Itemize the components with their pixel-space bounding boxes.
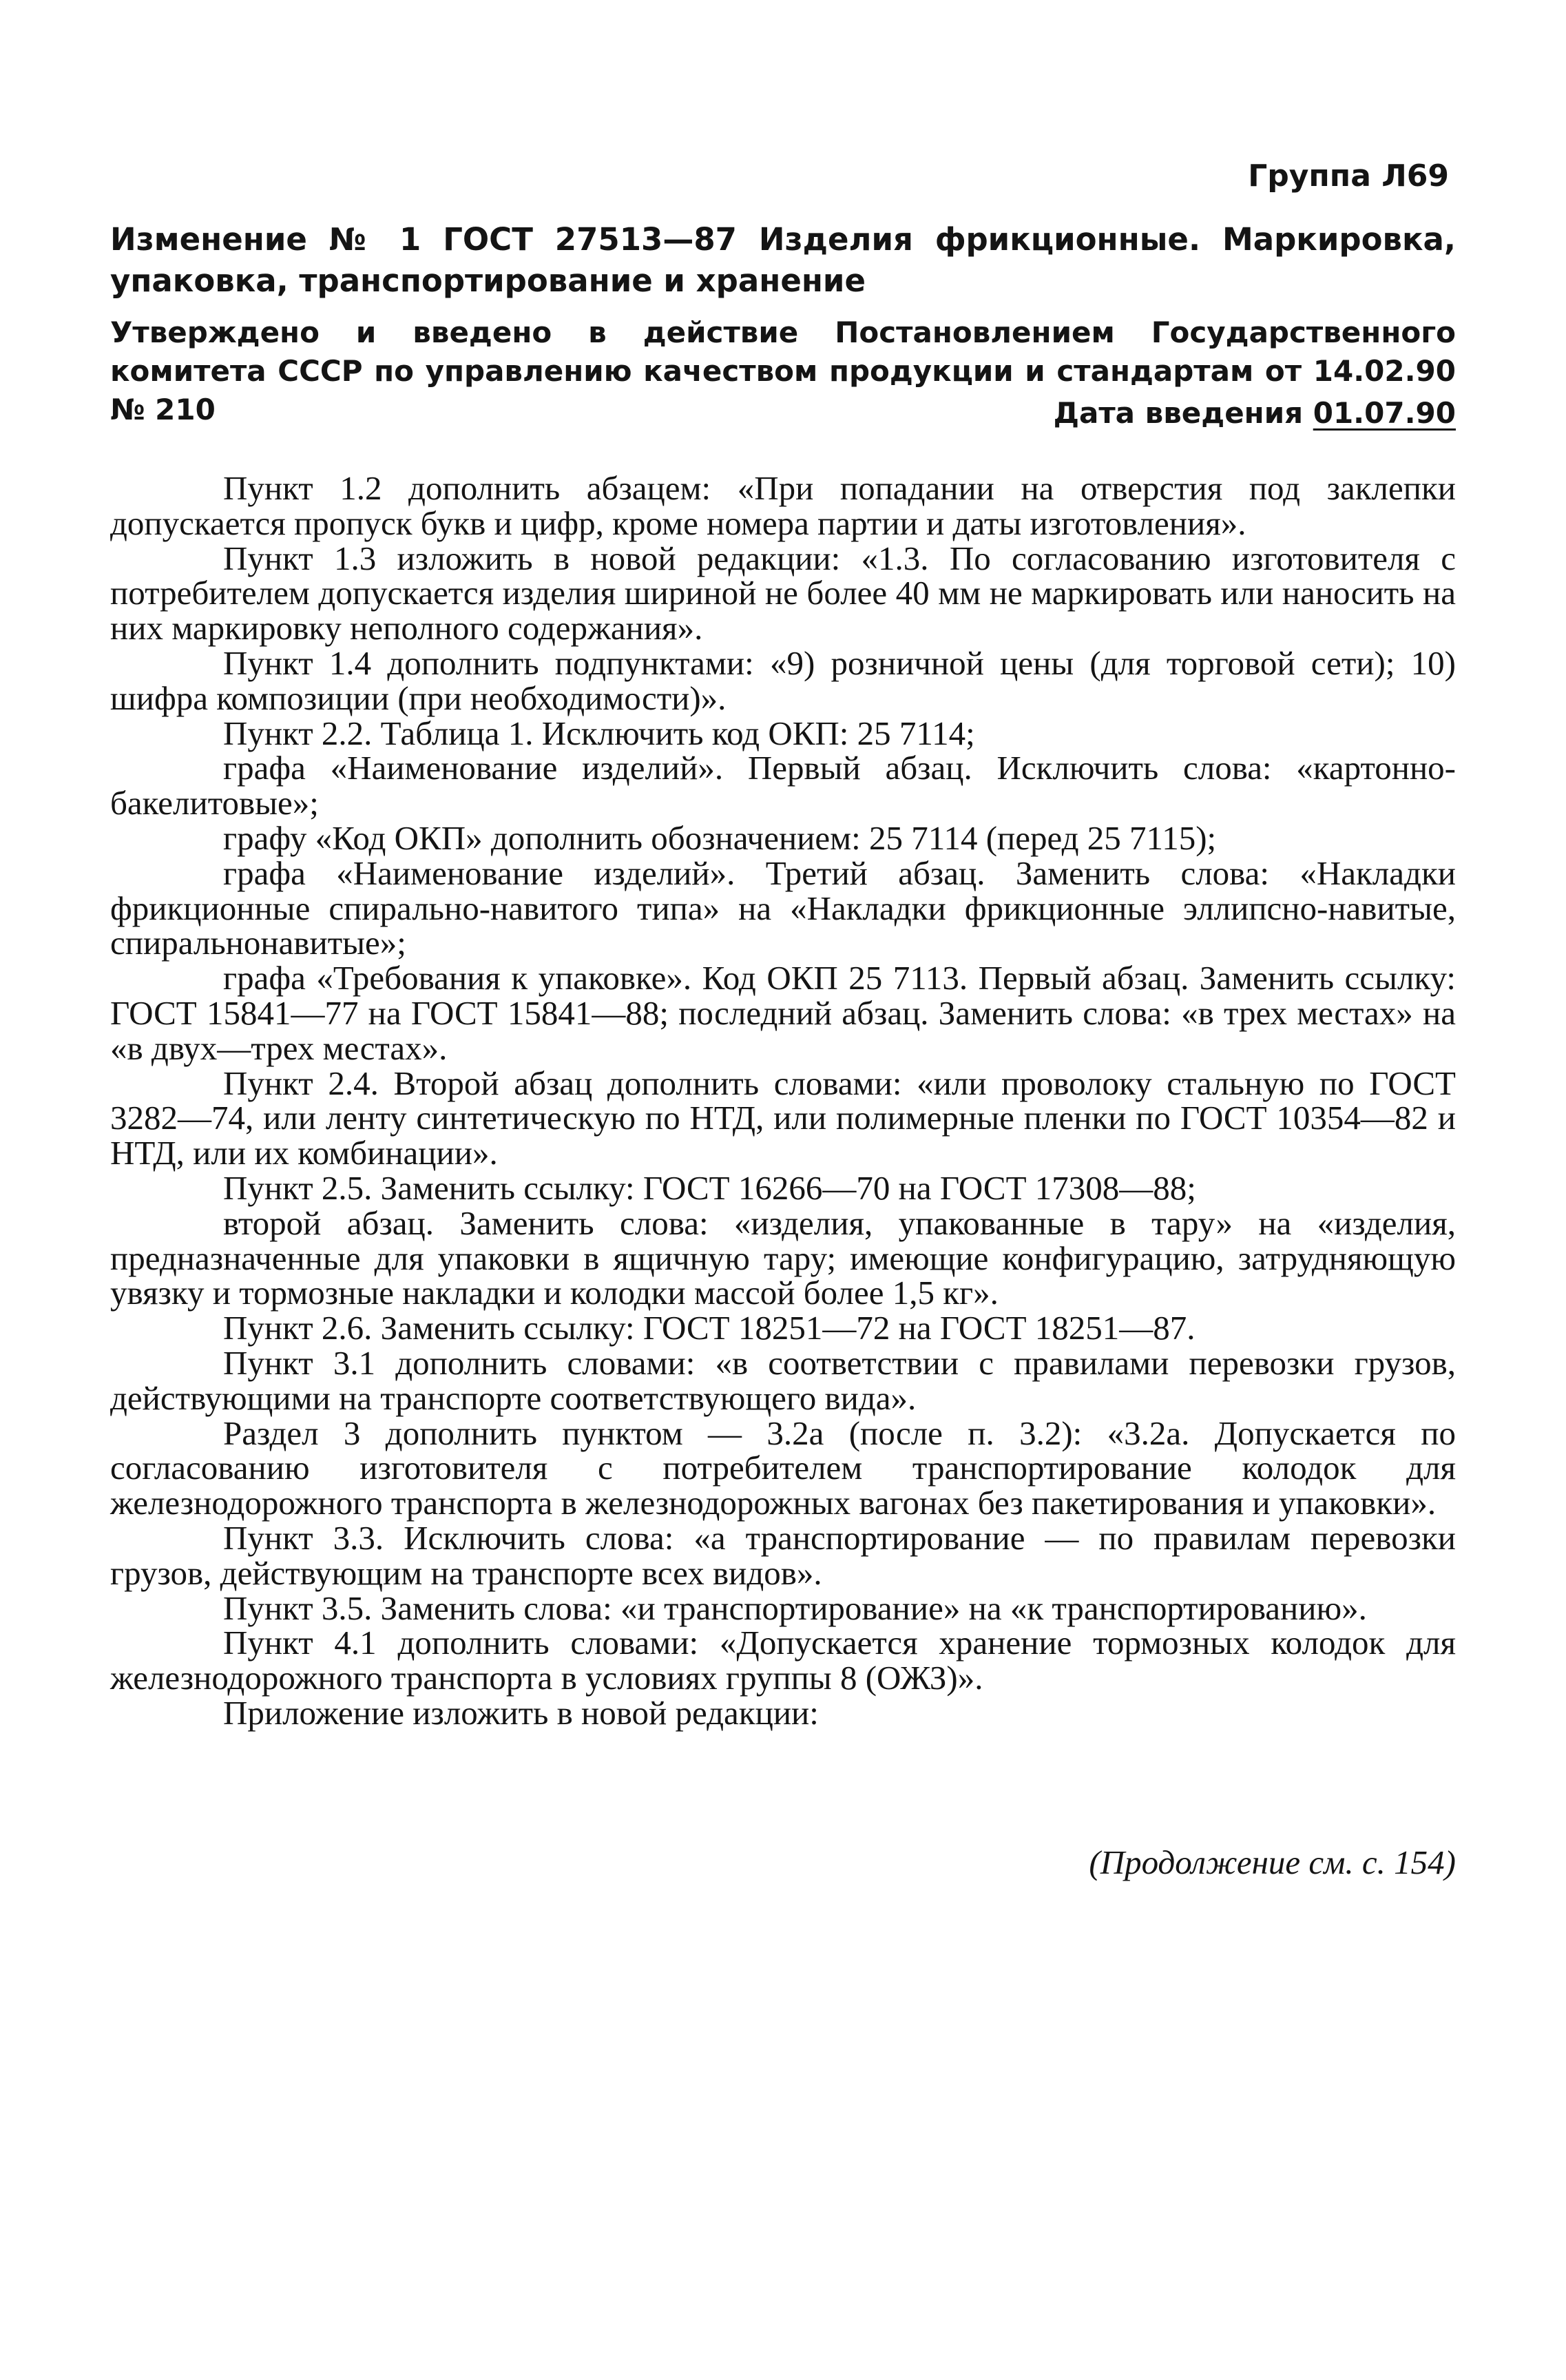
paragraph: Пункт 3.3. Исключить слова: «а транспортирование — по правилам перевозки грузов, действующим на транспорте всех видов». bbox=[110, 1518, 1456, 1592]
introduction-date bbox=[1054, 394, 1456, 433]
paragraph: Пункт 1.3 изложить в новой редакции: «1.3. По согласованию изготовителя с потребителем допускается изделия шириной не более 40 мм не маркировать или наносить на них маркировку неполного содержания». bbox=[110, 539, 1456, 648]
paragraph: графа «Наименование изделий». Третий абзац. Заменить слова: «Накладки фрикционные спирально-навитого типа» на «Накладки фрикционные эллипсно-навитые, спиральнонавитые»; bbox=[110, 853, 1456, 962]
paragraph: графа «Требования к упаковке». Код ОКП 25 7113. Первый абзац. Заменить ссылку: ГОСТ 15841—77 на ГОСТ 15841—88; последний абзац. Заменить слова: «в трех местах» на «в двух—трех местах». bbox=[110, 959, 1456, 1067]
continuation-note: (Продолжение см. с. 154) bbox=[1089, 1843, 1456, 1881]
paragraph: Раздел 3 дополнить пунктом — 3.2а (после п. 3.2): «3.2а. Допускается по согласованию изготовителя с потребителем транспортирование колодок для железнодорожного транспорта в железнодорожных вагонах без пакетирования и упаковки». bbox=[110, 1414, 1456, 1522]
paragraph: Пункт 3.1 дополнить словами: «в соответствии с правилами перевозки грузов, действующими на транспорте соответствующего вида». bbox=[110, 1343, 1456, 1417]
introduction-date-label: Дата введения bbox=[1053, 396, 1304, 430]
paragraph: Пункт 1.4 дополнить подпунктами: «9) розничной цены (для торговой сети); 10) шифра композиции (при необходимости)». bbox=[110, 643, 1456, 717]
paragraph: Пункт 2.4. Второй абзац дополнить словами: «или проволоку стальную по ГОСТ 3282—74, или ленту синтетическую по НТД, или полимерные пленки по ГОСТ 10354—82 и НТД, или их комбинации». bbox=[110, 1064, 1456, 1172]
paragraph: графа «Наименование изделий». Первый абзац. Исключить слова: «картонно-бакелитовые»; bbox=[110, 749, 1456, 822]
paragraph: Пункт 3.5. Заменить слова: «и транспортирование» на «к транспортированию». bbox=[223, 1589, 1367, 1627]
amendment-body bbox=[110, 471, 1456, 1731]
document-title: Изменение № 1 ГОСТ 27513—87 Изделия фрикционные. Маркировка, упаковка, транспортирование и хранение bbox=[110, 221, 1456, 299]
paragraph: графу «Код ОКП» дополнить обозначением: 25 7114 (перед 25 7115); bbox=[223, 818, 1217, 857]
approval-statement: Утверждено и введено в действие Постановлением Государственного комитета СССР по управлению качеством продукции и стандартам от 14.02.90 № 210 bbox=[110, 315, 1456, 426]
paragraph: Пункт 4.1 дополнить словами: «Допускается хранение тормозных колодок для железнодорожного транспорта в условиях группы 8 (ОЖЗ)». bbox=[110, 1624, 1456, 1697]
paragraph: Пункт 2.5. Заменить ссылку: ГОСТ 16266—70 на ГОСТ 17308—88; bbox=[223, 1168, 1196, 1207]
group-label: Группа Л69 bbox=[1248, 158, 1449, 194]
introduction-date-value: 01.07.90 bbox=[1313, 396, 1456, 430]
paragraph: второй абзац. Заменить слова: «изделия, упакованные в тару» на «изделия, предназначенные для упаковки в ящичную тару; имеющие конфигурацию, затрудняющую увязку и тормозные накладки и колодки массой более 1,5 кг». bbox=[110, 1203, 1456, 1312]
paragraph: Пункт 2.6. Заменить ссылку: ГОСТ 18251—72 на ГОСТ 18251—87. bbox=[223, 1309, 1196, 1347]
paragraph: Пункт 1.2 дополнить абзацем: «При попадании на отверстия под заклепки допускается пропуск букв и цифр, кроме номера партии и даты изготовления». bbox=[110, 469, 1456, 542]
paragraph: Приложение изложить в новой редакции: bbox=[223, 1693, 819, 1732]
paragraph: Пункт 2.2. Таблица 1. Исключить код ОКП: 25 7114; bbox=[223, 714, 975, 752]
